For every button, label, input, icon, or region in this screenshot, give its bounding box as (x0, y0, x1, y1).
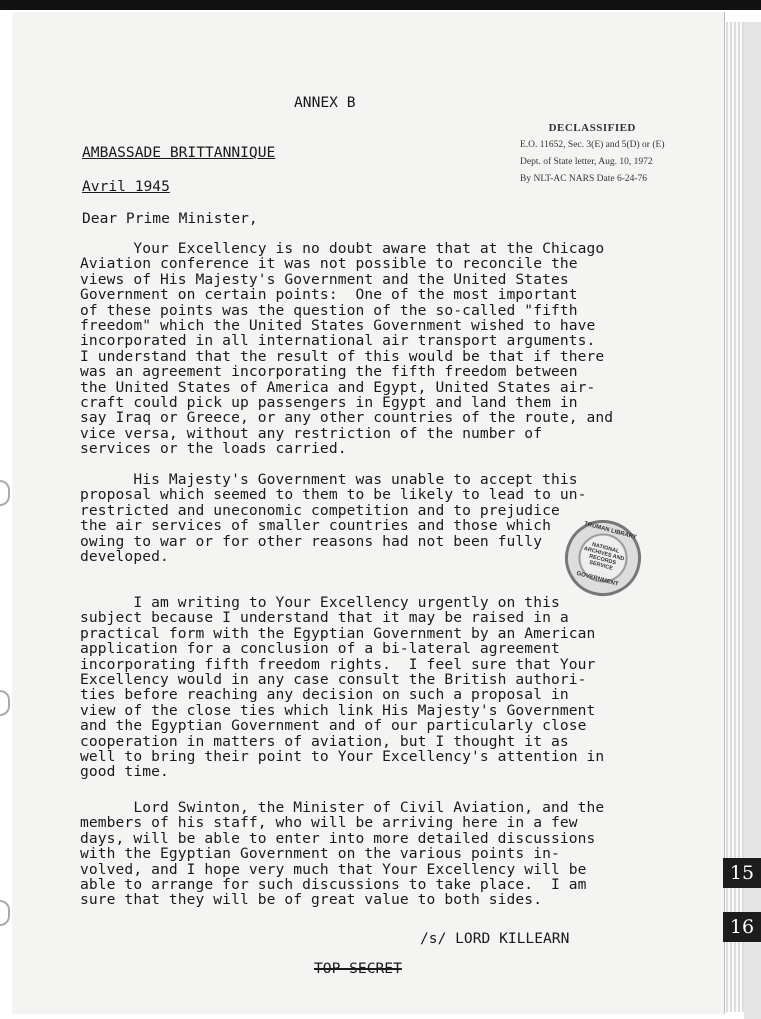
declassified-line: Dept. of State letter, Aug. 10, 1972 (520, 157, 653, 167)
seal-bottom-text: GOVERNMENT (575, 570, 619, 588)
seal-middle-text: NATIONAL ARCHIVES AND RECORDS SERVICE (583, 541, 625, 572)
paragraph-3: I am writing to Your Excellency urgently on this subject because I understand that it may be raised in a practical form with the Egyptian Government by an American application for a conclusion of a bi-lateral agreement incorporating fifth freedom rights. I feel sure that Your Excellency would in any case consult the British authori- ties before reaching any decision on such a proposal in view of the close ties which link His Majesty's Government and the Egyptian Government and of our particularly close cooperation in matters of aviation, but I thought it as well to bring their point to Your Excellency's attention in good time. (80, 594, 605, 781)
declassified-heading: DECLASSIFIED (548, 122, 636, 134)
sender-heading: AMBASSADE BRITTANNIQUE (82, 144, 276, 161)
paragraph-4: Lord Swinton, the Minister of Civil Aviation, and the members of his staff, who will be arriving here in a few days, will be able to enter into more detailed discussions with the Egyptian Government on the various points in- volved, and I hope very much that Your Excellency will be able to arrange for such discussions to take place. I am sure that they will be of great value to both sides. (80, 799, 605, 909)
paragraph-1: Your Excellency is no doubt aware that at the Chicago Aviation conference it was not possible to reconcile the views of His Majesty's Government and the United States Government on certain points: One of the most important of these points was the question of the so-called "fifth freedom" which the United States Government wished to have incorporated in all international air transport arguments. I understand that the result of this would be that if there was an agreement incorporating the fifth freedom between the United States of America and Egypt, United States air- craft could pick up passengers in Egypt and land them in say Iraq or Greece, or any other countries of the route, and vice versa, without any restriction of the number of services or the loads carried. (80, 240, 614, 458)
salutation: Dear Prime Minister, (82, 210, 258, 227)
page-tab: 16 (723, 912, 761, 942)
signature: /s/ LORD KILLEARN (420, 930, 570, 947)
page-tab: 15 (723, 858, 761, 888)
binder-ring (0, 480, 10, 506)
classification-marking: TOP SECRET (314, 960, 402, 977)
binder-ring (0, 690, 10, 716)
scan-top-border (0, 0, 761, 10)
letter-date: Avril 1945 (82, 178, 170, 195)
declassified-line: E.O. 11652, Sec. 3(E) and 5(D) or (E) (520, 140, 665, 150)
declassification-stamp (520, 120, 664, 188)
binder-ring (0, 900, 10, 926)
annex-title: ANNEX B (294, 94, 356, 111)
seal-top-text: TRUMAN LIBRARY (583, 521, 638, 541)
declassified-line: By NLT-AC NARS Date 6-24-76 (520, 174, 648, 184)
paragraph-2: His Majesty's Government was unable to accept this proposal which seemed to them to be likely to lead to un- restricted and uneconomic competition and to prejudice the air services of smaller countries and those which owing to war or for other reasons had not been fully developed. (80, 471, 587, 566)
